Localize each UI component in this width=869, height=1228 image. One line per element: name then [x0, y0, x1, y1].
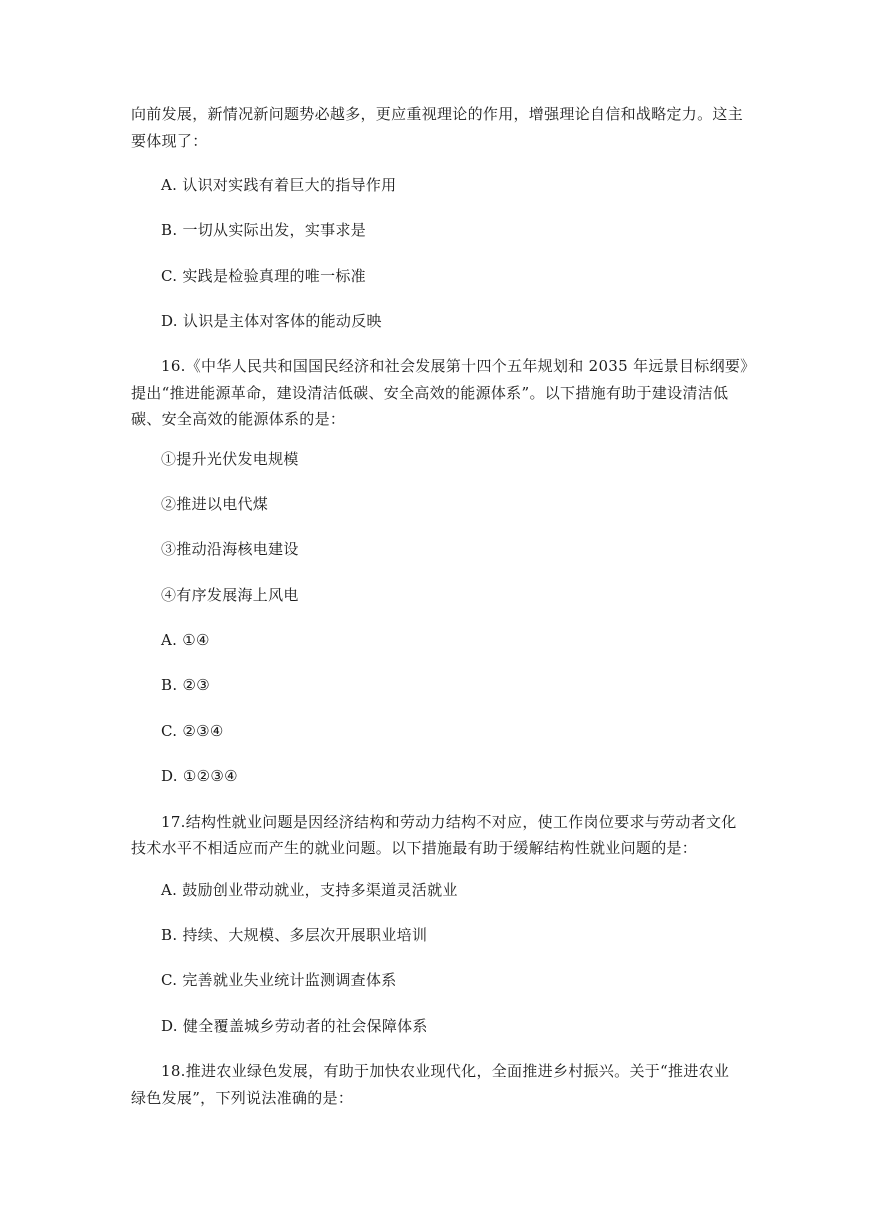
question-16-text-line-3: 碳、安全高效的能源体系的是：	[131, 410, 346, 428]
question-16-item-4: ④有序发展海上风电	[161, 586, 299, 604]
question-15-text-line-2: 要体现了：	[131, 132, 208, 150]
question-15-option-a: A. 认识对实践有着巨大的指导作用	[161, 176, 397, 194]
question-16-option-c: C. ②③④	[161, 722, 224, 740]
question-16-option-b: B. ②③	[161, 676, 210, 694]
question-16-option-a: A. ①④	[161, 631, 210, 649]
question-15-option-c: C. 实践是检验真理的唯一标准	[161, 267, 366, 285]
question-17-text-line-2: 技术水平不相适应而产生的就业问题。以下措施最有助于缓解结构性就业问题的是：	[131, 839, 698, 857]
question-16-item-1: ①提升光伏发电规模	[161, 450, 299, 468]
question-16-text-line-1: 16.《中华人民共和国国民经济和社会发展第十四个五年规划和 2035 年远景目标纲要》	[161, 357, 756, 375]
question-17-option-b: B. 持续、大规模、多层次开展职业培训	[161, 926, 428, 944]
question-16-item-3: ③推动沿海核电建设	[161, 540, 299, 558]
question-16-option-d: D. ①②③④	[161, 767, 238, 785]
question-16-item-2: ②推进以电代煤	[161, 495, 269, 513]
question-17-option-d: D. 健全覆盖城乡劳动者的社会保障体系	[161, 1017, 428, 1035]
question-15-text-line-1: 向前发展，新情况新问题势必越多，更应重视理论的作用，增强理论自信和战略定力。这主	[131, 105, 744, 123]
question-15-option-b: B. 一切从实际出发，实事求是	[161, 221, 367, 239]
question-17-text-line-1: 17.结构性就业问题是因经济结构和劳动力结构不对应，使工作岗位要求与劳动者文化	[161, 813, 737, 831]
question-17-option-a: A. 鼓励创业带动就业，支持多渠道灵活就业	[161, 881, 458, 899]
question-18-text-line-2: 绿色发展”，下列说法准确的是：	[131, 1089, 354, 1107]
question-17-option-c: C. 完善就业失业统计监测调查体系	[161, 971, 397, 989]
question-15-option-d: D. 认识是主体对客体的能动反映	[161, 312, 382, 330]
question-16-text-line-2: 提出“推进能源革命，建设清洁低碳、安全高效的能源体系”。以下措施有助于建设清洁低	[131, 384, 729, 402]
question-18-text-line-1: 18.推进农业绿色发展，有助于加快农业现代化，全面推进乡村振兴。关于“推进农业	[161, 1062, 730, 1080]
